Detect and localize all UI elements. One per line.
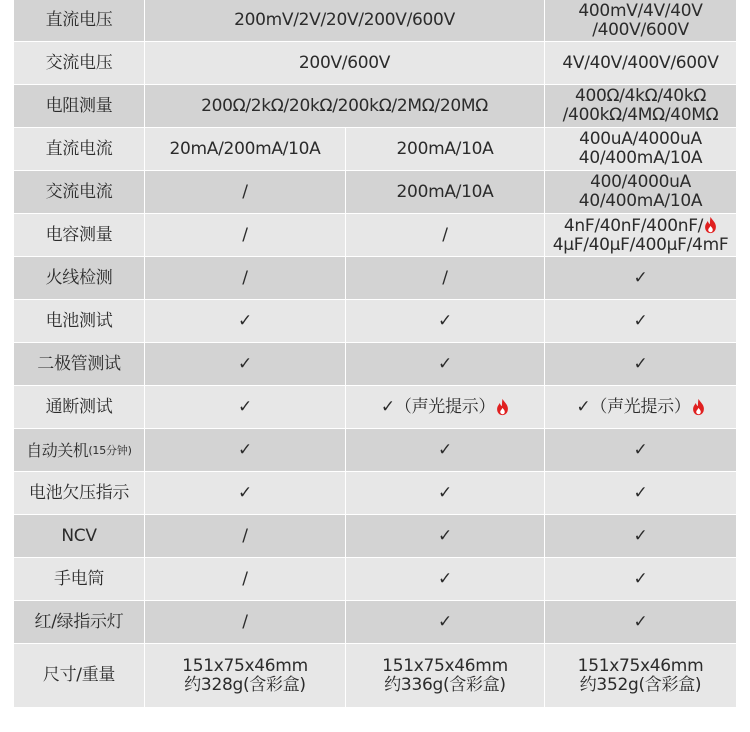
spec-value-model1: /	[145, 214, 346, 257]
spec-value-model1: ✓	[145, 386, 346, 429]
spec-value-model1: ✓	[145, 429, 346, 472]
spec-value-model2: ✓	[346, 300, 545, 343]
spec-value-model1: /	[145, 601, 346, 644]
row-label: 直流电压	[14, 0, 145, 42]
spec-value-model3	[545, 214, 736, 257]
spec-value-model2: /	[346, 257, 545, 300]
row-label	[14, 429, 145, 472]
table-row	[14, 257, 736, 300]
table-row	[14, 171, 736, 214]
spec-value-model3: ✓	[545, 300, 736, 343]
spec-value-model1: ✓	[145, 343, 346, 386]
spec-value-model1: ✓	[145, 300, 346, 343]
spec-value-model1: /	[145, 558, 346, 601]
spec-value-model1: /	[145, 257, 346, 300]
table-row	[14, 472, 736, 515]
spec-value-model3: ✓	[545, 429, 736, 472]
spec-value-model3: ✓	[545, 558, 736, 601]
spec-value-model3	[545, 386, 736, 429]
flame-icon	[692, 398, 705, 416]
spec-value-model3: ✓	[545, 343, 736, 386]
spec-value-model2: ✓	[346, 343, 545, 386]
value-line: 40/400mA/10A	[578, 148, 703, 168]
spec-value-shared: 200V/600V	[145, 42, 545, 85]
spec-value-model3: 4V/40V/400V/600V	[545, 42, 736, 85]
spec-value-model3	[545, 128, 736, 171]
value-text: ✓（声光提示）	[576, 396, 691, 417]
value-line: 约336g(含彩盒)	[384, 674, 506, 695]
flame-icon	[496, 398, 509, 416]
table-row	[14, 644, 736, 708]
value-line: 约328g(含彩盒)	[184, 674, 306, 695]
value-line: 4μF/40μF/400μF/4mF	[552, 234, 729, 255]
table-row	[14, 515, 736, 558]
value-line: /400V/600V	[592, 19, 689, 40]
table-row	[14, 0, 736, 42]
flame-icon	[704, 216, 717, 234]
spec-value-model2: ✓	[346, 558, 545, 601]
row-label: 通断测试	[14, 386, 145, 429]
row-label: 直流电流	[14, 128, 145, 171]
row-label: 电池测试	[14, 300, 145, 343]
row-label: 交流电压	[14, 42, 145, 85]
spec-value-model1	[145, 644, 346, 708]
spec-value-model1: ✓	[145, 472, 346, 515]
spec-value-model2: 200mA/10A	[346, 171, 545, 214]
table-row	[14, 386, 736, 429]
value-line: 151x75x46mm	[577, 655, 704, 676]
label-text: 自动关机	[26, 440, 89, 460]
spec-value-model3	[545, 85, 736, 128]
table-row	[14, 429, 736, 472]
value-line: 400/4000uA	[590, 172, 691, 192]
value-text: ✓（声光提示）	[380, 396, 496, 417]
value-line: 151x75x46mm	[382, 655, 508, 676]
row-label: 交流电流	[14, 171, 145, 214]
spec-value-model3: ✓	[545, 472, 736, 515]
spec-value-model2	[346, 386, 545, 429]
spec-value-model2: ✓	[346, 601, 545, 644]
spec-value-model2: ✓	[346, 472, 545, 515]
value-line	[564, 216, 717, 236]
spec-value-model2: ✓	[346, 515, 545, 558]
value-line: 400Ω/4kΩ/40kΩ	[574, 86, 707, 106]
spec-value-model3: ✓	[545, 515, 736, 558]
row-label: 红/绿指示灯	[14, 601, 145, 644]
spec-value-model3: ✓	[545, 257, 736, 300]
table-row	[14, 42, 736, 85]
table-row	[14, 128, 736, 171]
table-row	[14, 214, 736, 257]
row-label: 二极管测试	[14, 343, 145, 386]
spec-value-model1: /	[145, 515, 346, 558]
value-line: 151x75x46mm	[182, 655, 308, 676]
value-line: 40/400mA/10A	[578, 191, 703, 211]
spec-value-model3	[545, 0, 736, 42]
value-line: 约352g(含彩盒)	[579, 674, 702, 695]
row-label: 电容测量	[14, 214, 145, 257]
value-text: 4nF/40nF/400nF/	[563, 215, 704, 236]
table-row	[14, 558, 736, 601]
label-note: (15分钟)	[88, 443, 132, 457]
spec-value-model3	[545, 644, 736, 708]
row-label: 电池欠压指示	[14, 472, 145, 515]
spec-value-shared: 200mV/2V/20V/200V/600V	[145, 0, 545, 42]
row-label: 火线检测	[14, 257, 145, 300]
spec-value-model2: /	[346, 214, 545, 257]
spec-value-model3	[545, 171, 736, 214]
value-line: /400kΩ/4MΩ/40MΩ	[562, 105, 719, 125]
spec-value-model2: 200mA/10A	[346, 128, 545, 171]
spec-value-model1: 20mA/200mA/10A	[145, 128, 346, 171]
table-row	[14, 343, 736, 386]
table-row	[14, 601, 736, 644]
table-row	[14, 300, 736, 343]
table-row	[14, 85, 736, 128]
row-label: 尺寸/重量	[14, 644, 145, 708]
spec-value-model3: ✓	[545, 601, 736, 644]
row-label: 手电筒	[14, 558, 145, 601]
value-line: 400mV/4V/40V	[578, 0, 703, 21]
spec-value-model1: /	[145, 171, 346, 214]
spec-comparison-table	[14, 0, 736, 708]
row-label: NCV	[14, 515, 145, 558]
row-label: 电阻测量	[14, 85, 145, 128]
spec-value-shared: 200Ω/2kΩ/20kΩ/200kΩ/2MΩ/20MΩ	[145, 85, 545, 128]
value-line: 400uA/4000uA	[579, 129, 702, 149]
spec-value-model2: ✓	[346, 429, 545, 472]
spec-value-model2	[346, 644, 545, 708]
